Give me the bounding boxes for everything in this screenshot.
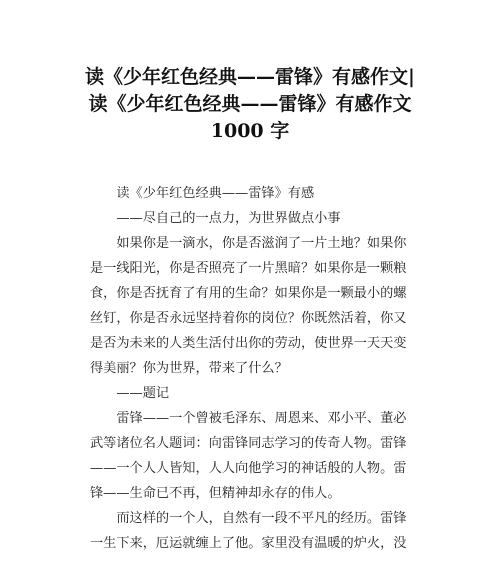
paragraph-line: ——一个人人皆知，人人向他学习的神话般的人物。雷 [90,461,407,476]
paragraph-line: 武等诸位名人题词：向雷锋同志学习的传奇人物。雷锋 [90,436,407,451]
title-line: 1000 字 [210,120,290,142]
paragraph-line: 如果你是一滴水，你是否滋润了一片土地？如果你 [90,236,407,251]
title-line: 读《少年红色经典——雷锋》有感作文| [85,66,415,88]
paragraph-line: 一生下来，厄运就缠上了他。家里没有温暖的炉火，没 [90,536,407,551]
essay-title-line: 读《少年红色经典——雷锋》有感 [90,186,315,201]
document-title [60,64,440,145]
epigraph-label-line: ——题记 [90,386,170,401]
document-body [90,181,412,556]
paragraph-line: 是否为未来的人类生活付出你的劳动，使世界一天天变 [90,336,407,351]
paragraph-line: 是一线阳光，你是否照亮了一片黑暗？如果你是一颗粮 [90,261,407,276]
paragraph-line: 锋——生命已不再，但精神却永存的伟人。 [90,486,341,501]
paragraph-line: 雷锋——一个曾被毛泽东、周恩来、邓小平、董必 [90,411,407,426]
paragraph-line: 得美丽？你为世界，带来了什么？ [90,361,288,376]
paragraph-line: 而这样的一个人，自然有一段不平凡的经历。雷锋 [90,511,407,526]
paragraph-line: 丝钉，你是否永远坚持着你的岗位？你既然活着，你又 [90,311,407,326]
title-line: 读《少年红色经典——雷锋》有感作文 [88,93,412,115]
essay-subtitle-line: ——尽自己的一点力，为世界做点小事 [90,211,341,226]
paragraph-line: 食，你是否抚育了有用的生命？如果你是一颗最小的螺 [90,286,407,301]
